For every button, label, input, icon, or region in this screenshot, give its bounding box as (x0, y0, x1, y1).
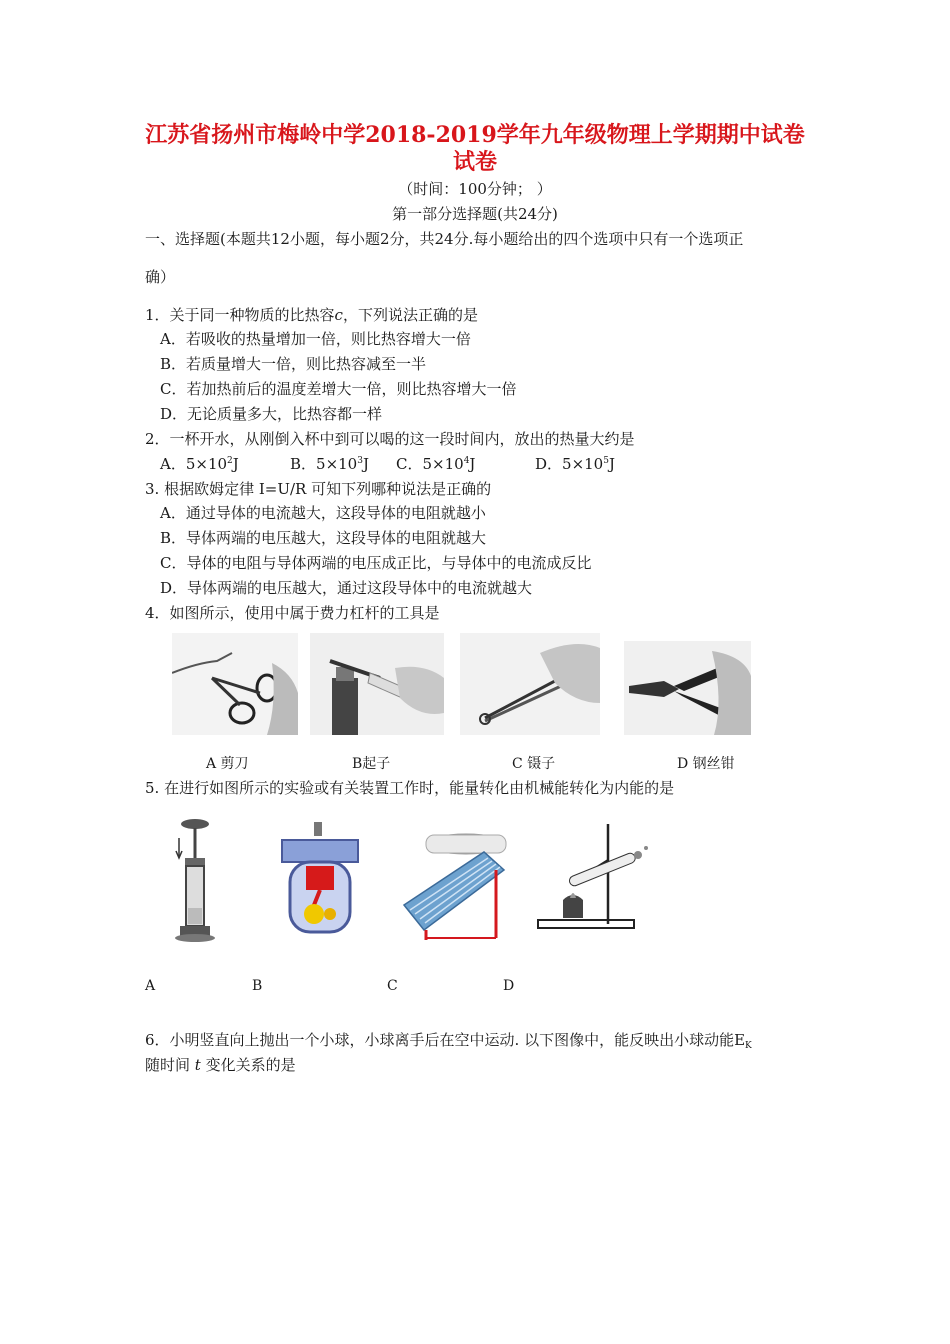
question-1-stem: 1．关于同一种物质的比热容c，下列说法正确的是 (145, 306, 478, 324)
question-2-option-a: A．$5\times 10^2J$ (160, 455, 239, 473)
question-6-stem: 6．小明竖直向上抛出一个小球，小球离手后在空中运动. 以下图像中，能反映出小球动能$E_K$ (145, 1031, 752, 1051)
question-5-caption-b: B (252, 978, 263, 994)
question-4-caption-a: A 剪刀 (206, 756, 249, 772)
question-4-caption-b: B起子 (352, 756, 391, 772)
question-2-option-d: D．$5\times 10^5J$ (535, 455, 615, 473)
question-5-caption-d: D (503, 978, 515, 994)
question-4-caption-c: C 镊子 (512, 756, 556, 772)
engine-cylinder-image (272, 822, 368, 940)
time-note: （时间：100分钟； ） (398, 180, 552, 198)
bottle-opener-image (310, 633, 444, 735)
fire-piston-image (165, 818, 225, 943)
question-1-option-c: C．若加热前后的温度差增大一倍，则比热容增大一倍 (160, 380, 517, 398)
question-4-stem: 4．如图所示，使用中属于费力杠杆的工具是 (145, 604, 440, 622)
question-4-caption-d: D 钢丝钳 (677, 756, 735, 772)
question-2-stem: 2．一杯开水，从刚倒入杯中到可以喝的这一段时间内，放出的热量大约是 (145, 430, 635, 448)
question-1-option-b: B．若质量增大一倍，则比热容减至一半 (160, 355, 427, 373)
question-3-option-a: A．通过导体的电流越大，这段导体的电阻就越小 (160, 504, 486, 522)
question-3-option-d: D．导体两端的电压越大，通过这段导体中的电流就越大 (160, 579, 533, 597)
part-heading: 第一部分选择题(共24分) (392, 205, 558, 223)
section-intro-cont: 确） (145, 268, 176, 286)
section-intro: 一、选择题(本题共12小题，每小题2分，共24分.每小题给出的四个选项中只有一个选项正 (145, 230, 744, 248)
question-3-option-b: B．导体两端的电压越大，这段导体的电阻就越大 (160, 529, 487, 547)
question-2-option-b: B．$5\times 10^3J$ (290, 455, 369, 473)
question-3-option-c: C．导体的电阻与导体两端的电压成正比，与导体中的电流成反比 (160, 554, 592, 572)
document-title: 江苏省扬州市梅岭中学2018-2019学年九年级物理上学期期中试卷 (145, 122, 805, 148)
question-5-caption-a: A (145, 978, 156, 994)
document-title-line2: 试卷 (452, 149, 497, 175)
question-1-option-d: D．无论质量多大，比热容都一样 (160, 405, 383, 423)
solar-water-heater-image (396, 830, 514, 942)
question-5-caption-c: C (387, 978, 398, 994)
question-1-option-a: A．若吸收的热量增加一倍，则比热容增大一倍 (160, 330, 471, 348)
tweezers-image (460, 633, 600, 735)
scissors-image (172, 633, 298, 735)
question-6-stem-cont: 随时间 t 变化关系的是 (145, 1056, 296, 1074)
test-tube-heating-image (528, 820, 656, 942)
question-2-option-c: C．$5\times 10^4J$ (396, 455, 476, 473)
question-5-stem: 5. 在进行如图所示的实验或有关装置工作时，能量转化由机械能转化为内能的是 (145, 779, 675, 797)
pliers-image (624, 641, 751, 735)
question-3-stem: 3. 根据欧姆定律 I=U/R 可知下列哪种说法是正确的 (145, 480, 492, 498)
